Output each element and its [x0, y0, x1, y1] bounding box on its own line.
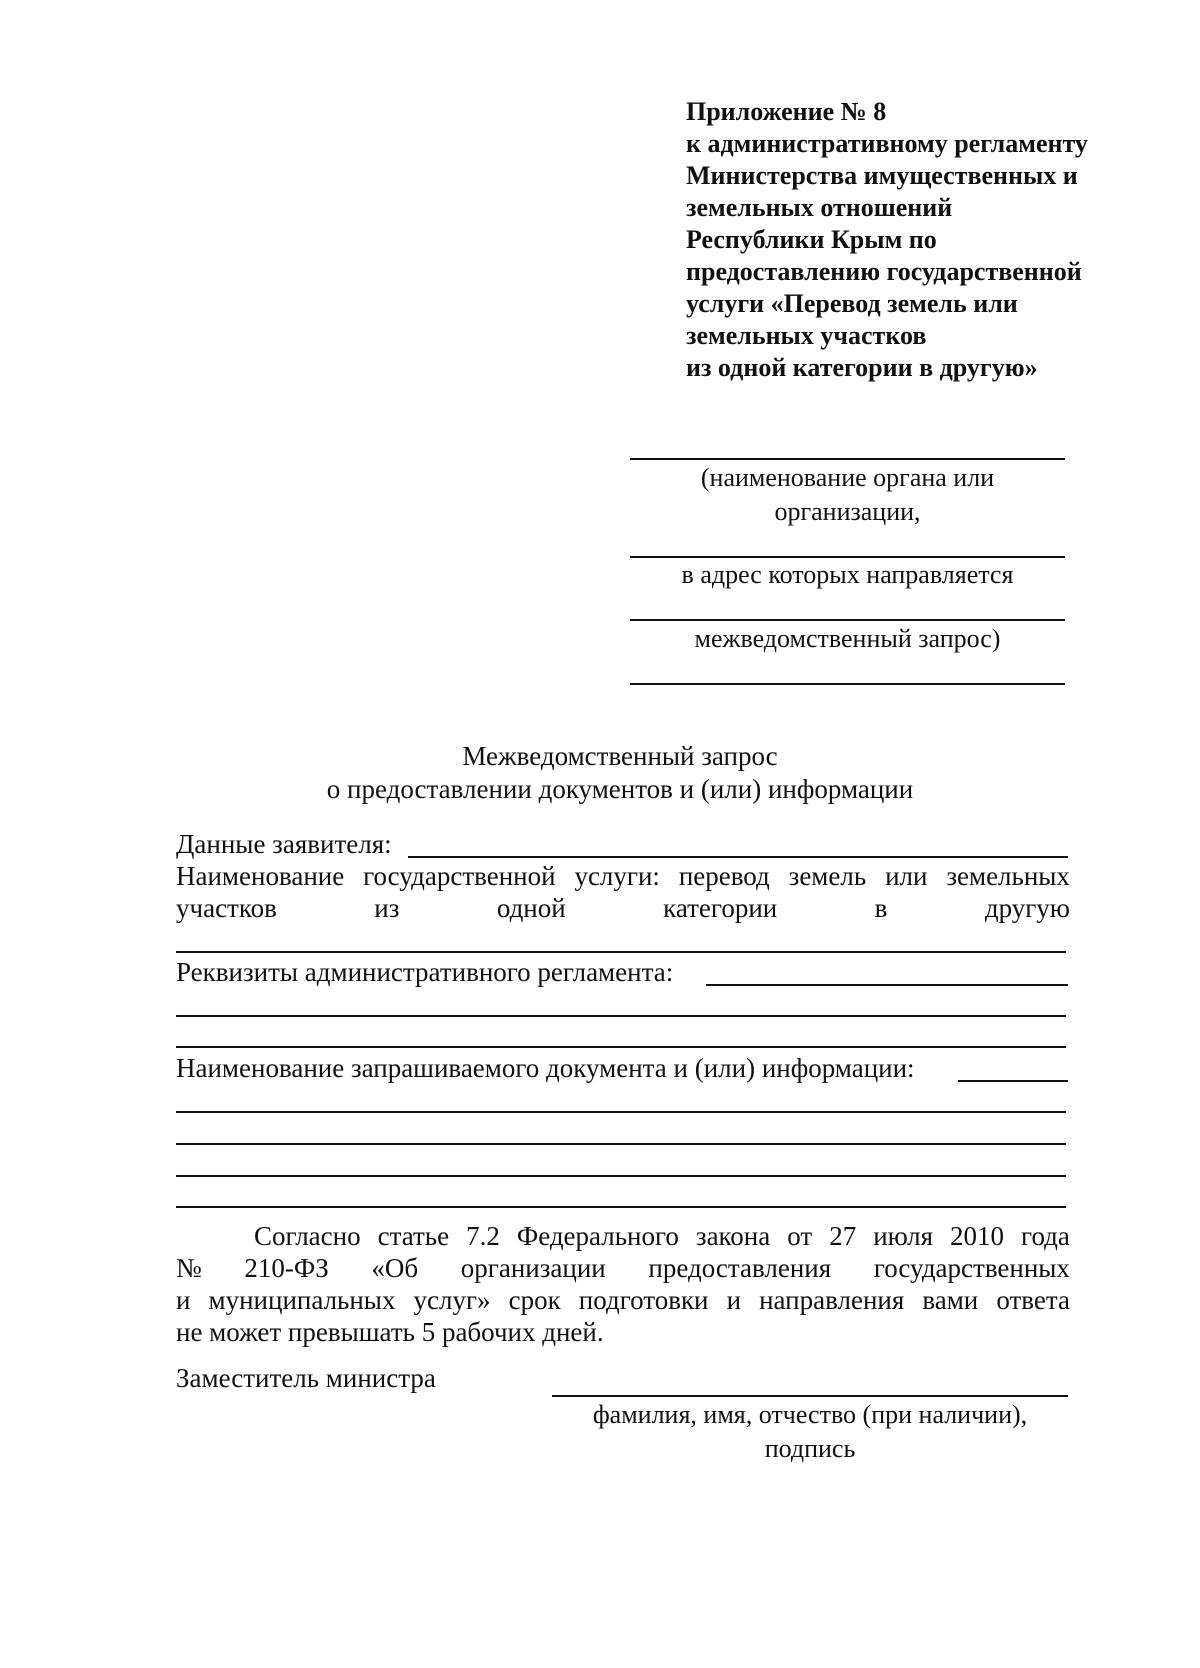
- notice-line-1: Согласно статье 7.2 Федерального закона от 27 июля 2010 года: [254, 1221, 1070, 1251]
- appendix-line: Республики Крым по: [686, 225, 937, 254]
- appendix-line: к административному регламенту: [686, 129, 1088, 158]
- document-title: Межведомственный запрос: [462, 741, 778, 771]
- appendix-line: земельных отношений: [686, 193, 953, 222]
- appendix-block: [686, 96, 1106, 384]
- appendix-line: услуги «Перевод земель или: [686, 289, 1018, 318]
- requested-field-line[interactable]: [176, 1175, 1066, 1177]
- appendix-line: Приложение № 8: [686, 97, 887, 126]
- service-line-2: участков из одной категории в другую: [176, 893, 1070, 923]
- addressee-line[interactable]: [630, 556, 1065, 558]
- regulation-label: Реквизиты административного регламента:: [176, 957, 674, 987]
- legal-notice: [176, 1220, 1070, 1348]
- addressee-line[interactable]: [630, 619, 1065, 621]
- signature-caption-1: фамилия, имя, отчество (при наличии),: [592, 1400, 1028, 1429]
- addressee-caption-2: организации,: [774, 497, 921, 526]
- appendix-line: предоставлению государственной: [686, 257, 1082, 286]
- applicant-field[interactable]: [408, 856, 1068, 858]
- appendix-line: из одной категории в другую»: [686, 353, 1038, 382]
- requested-field-line[interactable]: [176, 1206, 1066, 1208]
- addressee-caption-1: (наименование органа или: [700, 463, 995, 492]
- regulation-field-line[interactable]: [176, 1015, 1066, 1017]
- signature-caption-2: подпись: [764, 1434, 856, 1463]
- signatory-title: Заместитель министра: [176, 1363, 436, 1393]
- document-subtitle: о предоставлении документов и (или) информации: [326, 774, 914, 804]
- addressee-caption-3: в адрес которых направляется: [681, 560, 1014, 589]
- requested-field-line[interactable]: [176, 1111, 1066, 1113]
- addressee-line[interactable]: [630, 458, 1065, 460]
- regulation-field-line[interactable]: [176, 1046, 1066, 1048]
- service-field-line[interactable]: [176, 951, 1066, 953]
- signature-field[interactable]: [552, 1395, 1068, 1397]
- service-line-1: Наименование государственной услуги: перевод земель или земельных: [176, 861, 1070, 891]
- applicant-label: Данные заявителя:: [176, 829, 392, 859]
- regulation-field[interactable]: [706, 984, 1068, 986]
- appendix-line: Министерства имущественных и: [686, 161, 1078, 190]
- notice-line-4: не может превышать 5 рабочих дней.: [176, 1317, 604, 1347]
- addressee-line[interactable]: [630, 683, 1065, 685]
- requested-field-line[interactable]: [176, 1143, 1066, 1145]
- appendix-line: земельных участков: [686, 321, 927, 350]
- requested-label: Наименование запрашиваемого документа и (или) информации:: [176, 1053, 915, 1083]
- notice-line-2: № 210-ФЗ «Об организации предоставления государственных: [176, 1253, 1070, 1283]
- addressee-caption-4: межведомственный запрос): [694, 624, 1001, 653]
- notice-line-3: и муниципальных услуг» срок подготовки и направления вами ответа: [176, 1285, 1070, 1315]
- requested-field[interactable]: [958, 1080, 1068, 1082]
